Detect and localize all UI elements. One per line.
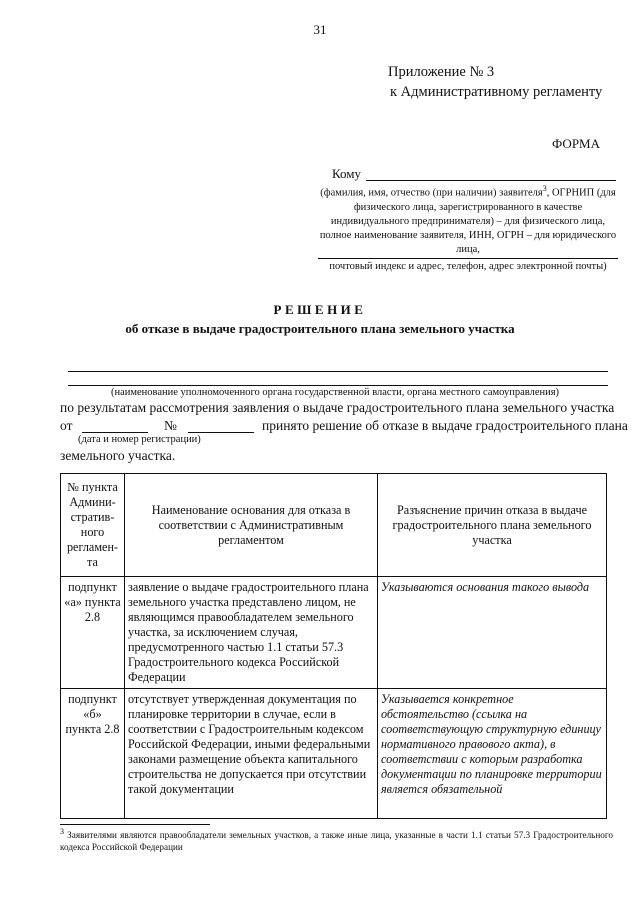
table-row [61, 689, 607, 819]
footnote-mark: 3 [60, 827, 64, 836]
paragraph-line-2: принято решение об отказе в выдаче градостроительного плана [262, 418, 628, 433]
number-sign: № [164, 418, 177, 433]
recipient-note-text: (фамилия, имя, отчество (при наличии) заявителя [320, 187, 543, 199]
paragraph-line-3: земельного участка. [60, 448, 176, 463]
recipient-to-label: Кому [332, 166, 362, 181]
document-subtitle: об отказе в выдаче градостроительного плана земельного участка [125, 321, 515, 336]
table-row [61, 577, 607, 689]
page-number: 31 [313, 22, 327, 37]
recipient-note-rest: , ОГРНИП (для физического лица, зарегистрированного в качестве индивидуального предпринимателя) – для физического лица, полное наименование заявителя, ИНН, ОГРН – для юридического лица, [319, 187, 617, 255]
footnote-rule [60, 824, 210, 825]
recipient-name-field[interactable] [366, 180, 616, 181]
header-basis: Наименование основания для отказа в соответствии с Административным регламентом [125, 474, 378, 577]
header-point: № пункта Админи- стратив- ного регламен- та [61, 474, 125, 577]
date-number-note: (дата и номер регистрации) [78, 434, 201, 445]
document-title: РЕШЕНИЕ [273, 302, 367, 317]
footnote-ref: 3 [542, 184, 547, 193]
recipient-address-field[interactable] [318, 258, 618, 259]
address-note: почтовый индекс и адрес, телефон, адрес электронной почты) [329, 261, 607, 272]
form-label: ФОРМА [552, 136, 600, 151]
row-point: подпункт «а» пункта 2.8 [61, 577, 125, 689]
application-date-field[interactable] [82, 432, 148, 433]
refusal-reasons-table [60, 473, 607, 819]
table-header-row [61, 474, 607, 577]
paragraph-from-label: от [60, 418, 73, 433]
appendix-heading [388, 62, 602, 102]
authority-field-line-2[interactable] [68, 385, 608, 386]
row-point: подпункт «б» пункта 2.8 [61, 689, 125, 819]
row-explanation: Указываются основания такого вывода [378, 577, 607, 689]
row-explanation: Указывается конкретное обстоятельство (ссылка на соответствующую структурную единицу нормативного правового акта), в соответствии с которым разработка документации по планировке территории является обязательной [378, 689, 607, 819]
application-number-field[interactable] [188, 432, 254, 433]
footnote [60, 826, 613, 853]
authority-field[interactable] [68, 371, 608, 372]
header-explanation: Разъяснение причин отказа в выдаче градостроительного плана земельного участка [378, 474, 607, 577]
row-basis: отсутствует утвержденная документация по планировке территории в случае, если в соответствии с Градостроительным кодексом Российской Федерации, иными федеральными законами размещение объекта капитального строительства не допускается при отсутствии такой документации [125, 689, 378, 819]
paragraph-line-1: по результатам рассмотрения заявления о выдаче градостроительного плана земельного участка [60, 400, 615, 415]
authority-note: (наименование уполномоченного органа государственной власти, органа местного самоуправления) [110, 387, 560, 398]
appendix-line-1: Приложение № 3 [388, 64, 495, 80]
footnote-text: Заявителями являются правообладатели земельных участков, а также иные лица, указанные в части 1.1 статьи 57.3 Градостроительного кодекса Российской Федерации [60, 830, 614, 853]
row-basis: заявление о выдаче градостроительного плана земельного участка представлено лицом, не являющимся правообладателем земельного участка, за исключением случая, предусмотренного частью 1.1 статьи 57.3 Градостроительного кодекса Российской Федерации [125, 577, 378, 689]
recipient-note [318, 182, 618, 257]
appendix-line-2: к Административному регламенту [390, 84, 603, 100]
